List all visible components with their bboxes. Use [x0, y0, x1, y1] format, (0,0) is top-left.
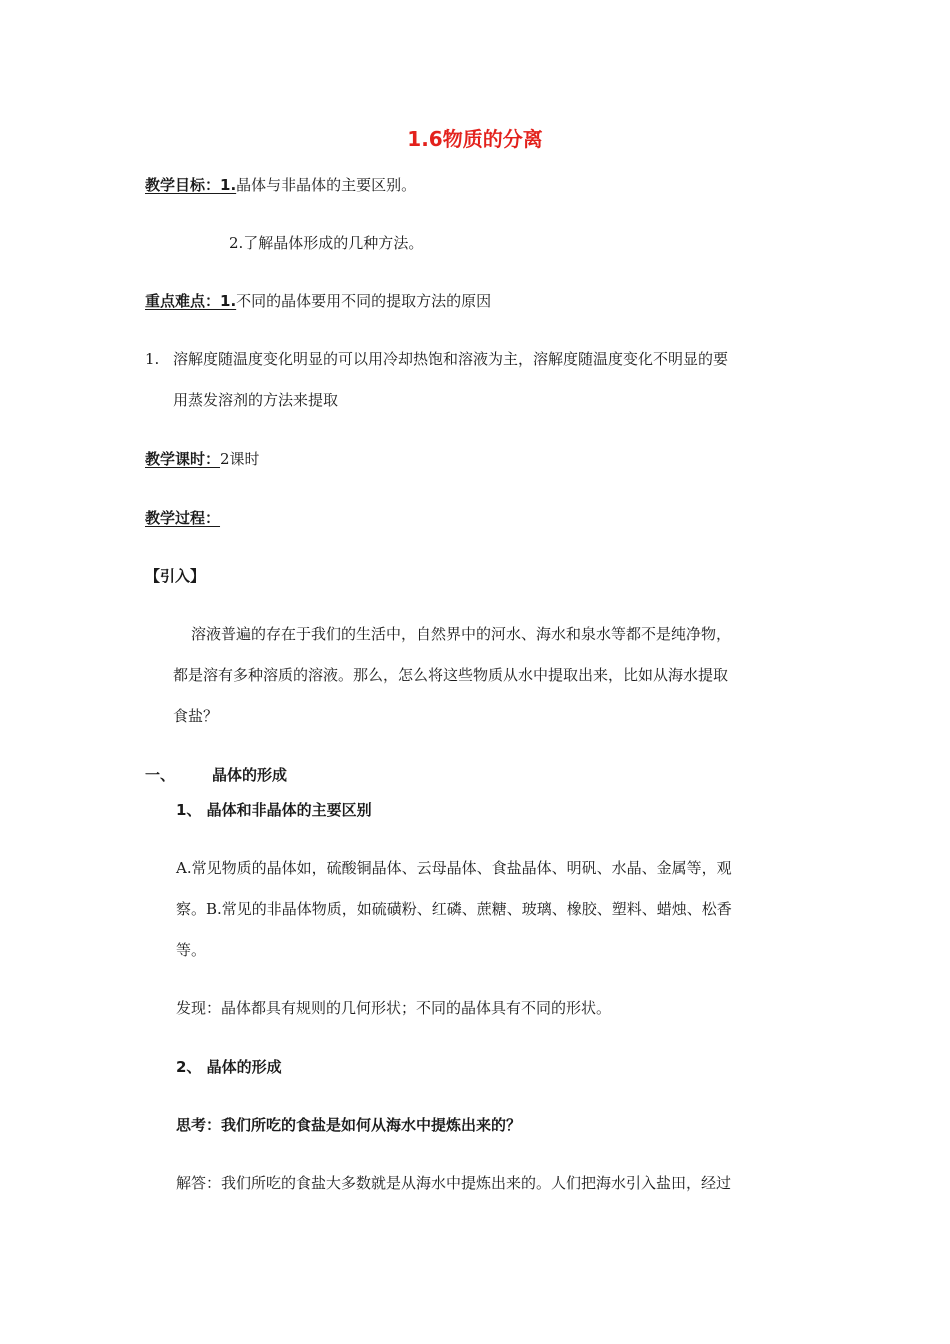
section1-subheading-1: 1、 晶体和非晶体的主要区别: [176, 801, 372, 819]
document-title: 1.6物质的分离: [407, 127, 543, 151]
hours-line: [145, 449, 260, 469]
section1-number: 一、: [145, 766, 176, 784]
key-points-line-1: [145, 291, 491, 311]
section1-paragraph-a-line-1: A.常见物质的晶体如，硫酸铜晶体、云母晶体、食盐晶体、明矾、水晶、金属等，观: [176, 859, 732, 877]
section1-finding: 发现：晶体都具有规则的几何形状；不同的晶体具有不同的形状。: [176, 999, 612, 1017]
key-points-item1-text: 不同的晶体要用不同的提取方法的原因: [236, 292, 492, 310]
section1-subheading-2: 2、 晶体的形成: [176, 1058, 282, 1076]
section1-paragraph-a-line-2: 察。B.常见的非晶体物质，如硫磺粉、红磷、蔗糖、玻璃、橡胶、塑料、蜡烛、松香: [176, 900, 732, 918]
objectives-item1-text: 晶体与非晶体的主要区别。: [236, 176, 417, 194]
key-points-item2-line-1: 溶解度随温度变化明显的可以用冷却热饱和溶液为主，溶解度随温度变化不明显的要: [173, 350, 729, 368]
hours-value: 2课时: [220, 450, 260, 468]
objectives-item1-number: 1.: [220, 176, 237, 194]
hours-label: 教学课时：: [145, 450, 221, 468]
objectives-item2: 2.了解晶体形成的几种方法。: [229, 234, 424, 252]
intro-line-2: 都是溶有多种溶质的溶液。那么，怎么将这些物质从水中提取出来，比如从海水提取: [173, 666, 729, 684]
key-points-item1-number: 1.: [220, 292, 237, 310]
objectives-label: 教学目标：: [145, 176, 221, 194]
key-points-item2-number: 1.: [145, 350, 160, 368]
key-points-label: 重点难点：: [145, 292, 221, 310]
key-points-item2-line-2: 用蒸发溶剂的方法来提取: [173, 391, 339, 409]
section1-title: 晶体的形成: [212, 766, 288, 784]
intro-line-1: 溶液普遍的存在于我们的生活中，自然界中的河水、海水和泉水等都不是纯净物，: [191, 625, 732, 643]
intro-heading: 【引入】: [145, 567, 206, 585]
section1-think-question: 思考：我们所吃的食盐是如何从海水中提炼出来的？: [176, 1116, 522, 1134]
section1-answer-line-1: 解答：我们所吃的食盐大多数就是从海水中提炼出来的。人们把海水引入盐田，经过: [176, 1174, 732, 1192]
process-label: 教学过程：: [145, 509, 221, 527]
section1-paragraph-a-line-3: 等。: [176, 941, 207, 959]
objectives-line-1: [145, 175, 416, 195]
intro-line-3: 食盐？: [173, 707, 219, 725]
